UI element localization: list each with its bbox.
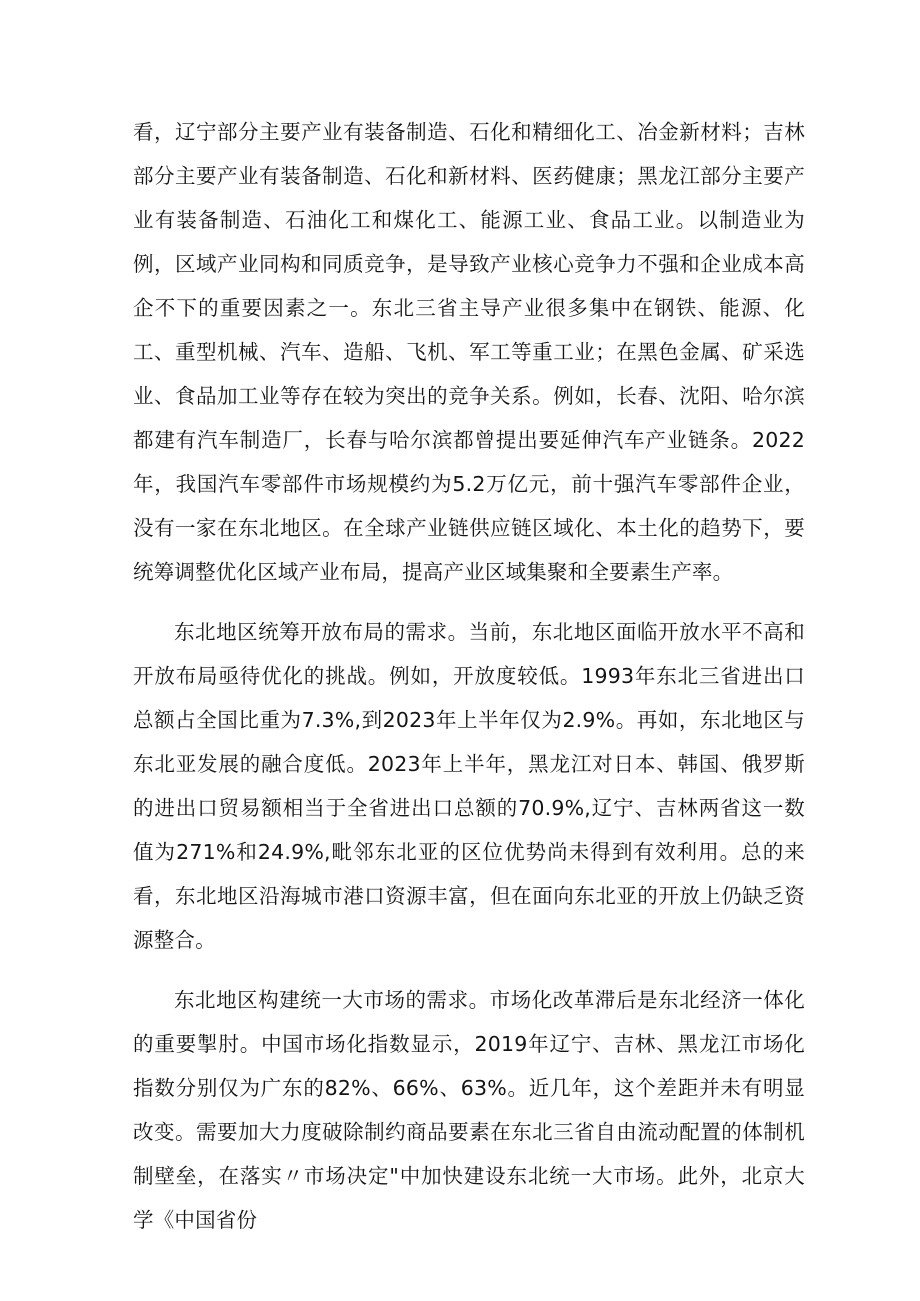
paragraph-unified-market: 东北地区构建统一大市场的需求。市场化改革滞后是东北经济一体化的重要掣肘。中国市场化指数显示，2019年辽宁、吉林、黑龙江市场化指数分别仅为广东的82%、66%、63%。近几年，这个差距并未有明显改变。需要加大力度破除制约商品要素在东北三省自由流动配置的体制机制壁垒，在落实〃市场决定"中加快建设东北统一大市场。此外，北京大学《中国省份: [133, 988, 805, 1232]
paragraph-opening-layout: 东北地区统筹开放布局的需求。当前，东北地区面临开放水平不高和开放布局亟待优化的挑战。例如，开放度较低。1993年东北三省进出口总额占全国比重为7.3%,到2023年上半年仅为2.9%。再如，东北地区与东北亚发展的融合度低。2023年上半年，黑龙江对日本、韩国、俄罗斯的进出口贸易额相当于全省进出口总额的70.9%,辽宁、吉林两省这一数值为271%和24.9%,毗邻东北亚的区位优势尚未得到有效利用。总的来看，东北地区沿海城市港口资源丰富，但在面向东北亚的开放上仍缺乏资源整合。: [133, 620, 805, 952]
document-page: [133, 110, 805, 1258]
paragraph-industry-structure: 看，辽宁部分主要产业有装备制造、石化和精细化工、冶金新材料；吉林部分主要产业有装备制造、石化和新材料、医药健康；黑龙江部分主要产业有装备制造、石油化工和煤化工、能源工业、食品工业。以制造业为例，区域产业同构和同质竞争，是导致产业核心竞争力不强和企业成本高企不下的重要因素之一。东北三省主导产业很多集中在钢铁、能源、化工、重型机械、汽车、造船、飞机、军工等重工业；在黑色金属、矿采选业、食品加工业等存在较为突出的竞争关系。例如，长春、沈阳、哈尔滨都建有汽车制造厂，长春与哈尔滨都曾提出要延伸汽车产业链条。2022年，我国汽车零部件市场规模约为5.2万亿元，前十强汽车零部件企业，没有一家在东北地区。在全球产业链供应链区域化、本土化的趋势下，要统筹调整优化区域产业布局，提高产业区域集聚和全要素生产率。: [133, 120, 805, 584]
